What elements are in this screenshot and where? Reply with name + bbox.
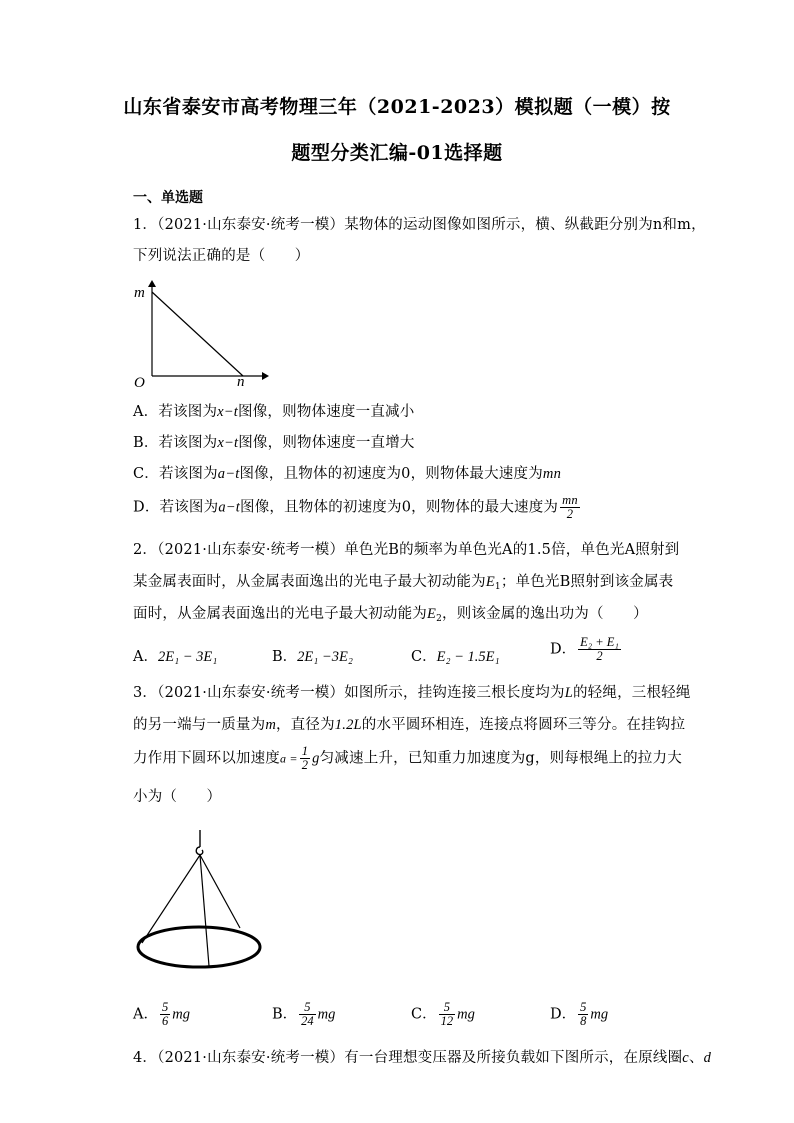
q1-origin-label: O (134, 375, 145, 390)
q1-x-intercept-label: n (237, 374, 245, 390)
q3-ring (138, 927, 260, 967)
q4-stem-line1: 4．（2021·山东泰安·统考一模）有一台理想变压器及所接负载如下图所示，在原线圈c、d (133, 1050, 712, 1066)
q2-stem-line2: 某金属表面时，从金属表面逸出的光电子最大初动能为$E_1$；单色光B照射到该金属表 (133, 574, 674, 592)
q3-rope-front (200, 855, 209, 966)
q1-option-b[interactable]: B．若该图为x−t图像，则物体速度一直增大 (133, 435, 415, 451)
q1-motion-graph (130, 280, 270, 390)
q1-option-d[interactable]: D．若该图为a−t图像，且物体的初速度为0，则物体的最大速度为 $\frac{mn}{2}$ (133, 493, 578, 521)
q1-option-c[interactable]: C．若该图为a−t图像，且物体的初速度为0，则物体最大速度为mn (133, 466, 562, 482)
q3-stem-line4: 小为（ ） (133, 789, 222, 805)
q1-stem-line2: 下列说法正确的是（ ） (133, 248, 310, 264)
q2-option-c[interactable]: C．E₂ − 1.5E₁ (411, 649, 500, 665)
section-heading: 一、单选题 (133, 190, 203, 206)
page-title-line1: 山东省泰安市高考物理三年（2021-2023）模拟题（一模）按 (123, 96, 671, 118)
q3-hook (196, 847, 203, 855)
q3-rope-right (200, 855, 240, 928)
q1-stem-line1: 1．（2021·山东泰安·统考一模）某物体的运动图像如图所示，横、纵截距分别为n和m， (133, 217, 706, 233)
q3-stem-line1: 3．（2021·山东泰安·统考一模）如图所示，挂钩连接三根长度均为L的轻绳，三根轻绳 (133, 685, 691, 701)
q2-d-fraction: $\frac{\text{E₂ + E₁}}{2}$ (580, 635, 619, 663)
q3-stem-line3: 力作用下圆环以加速度a = $\frac{1}{2}$ g匀减速上升，已知重力加速度为g，则每根绳上的拉力大 (133, 744, 682, 772)
page-title-line2: 题型分类汇编-01选择题 (291, 142, 503, 164)
q1-graph-line (152, 292, 243, 376)
q3-option-a[interactable]: A． $\frac{5}{6}$ mg (133, 1000, 190, 1028)
q2-stem-line1: 2．（2021·山东泰安·统考一模）单色光B的频率为单色光A的1.5倍，单色光A照射到 (133, 542, 680, 558)
q2-stem-line3: 面时，从金属表面逸出的光电子最大初动能为$E_2$，则该金属的逸出功为（ ） (133, 606, 648, 624)
q3-option-d[interactable]: D． $\frac{5}{8}$ mg (550, 1000, 609, 1028)
q3-hanging-ring-diagram (130, 825, 270, 975)
q3-option-b[interactable]: B． $\frac{5}{24}$ mg (272, 1000, 336, 1028)
q1-y-axis-arrow (148, 280, 156, 287)
q2-option-b[interactable]: B．2E₁ −3E₂ (272, 649, 353, 665)
q1-x-axis-arrow (262, 372, 269, 380)
q2-option-d[interactable]: D． $\frac{\text{E₂ + E₁}}{2}$ (550, 635, 619, 663)
q3-stem-line2: 的另一端与一质量为m，直径为1.2L的水平圆环相连，连接点将圆环三等分。在挂钩拉 (133, 717, 686, 733)
q3-option-c[interactable]: C． $\frac{5}{12}$ mg (411, 1000, 475, 1028)
q2-option-a[interactable]: A．2E₁ − 3E₁ (133, 649, 218, 665)
q1-option-a[interactable]: A．若该图为x−t图像，则物体速度一直减小 (133, 404, 415, 420)
q3-accel-fraction: $\frac{1}{2}$ (301, 744, 309, 772)
q1-y-intercept-label: m (134, 285, 145, 301)
q1-d-fraction: $\frac{mn}{2}$ (562, 493, 578, 521)
